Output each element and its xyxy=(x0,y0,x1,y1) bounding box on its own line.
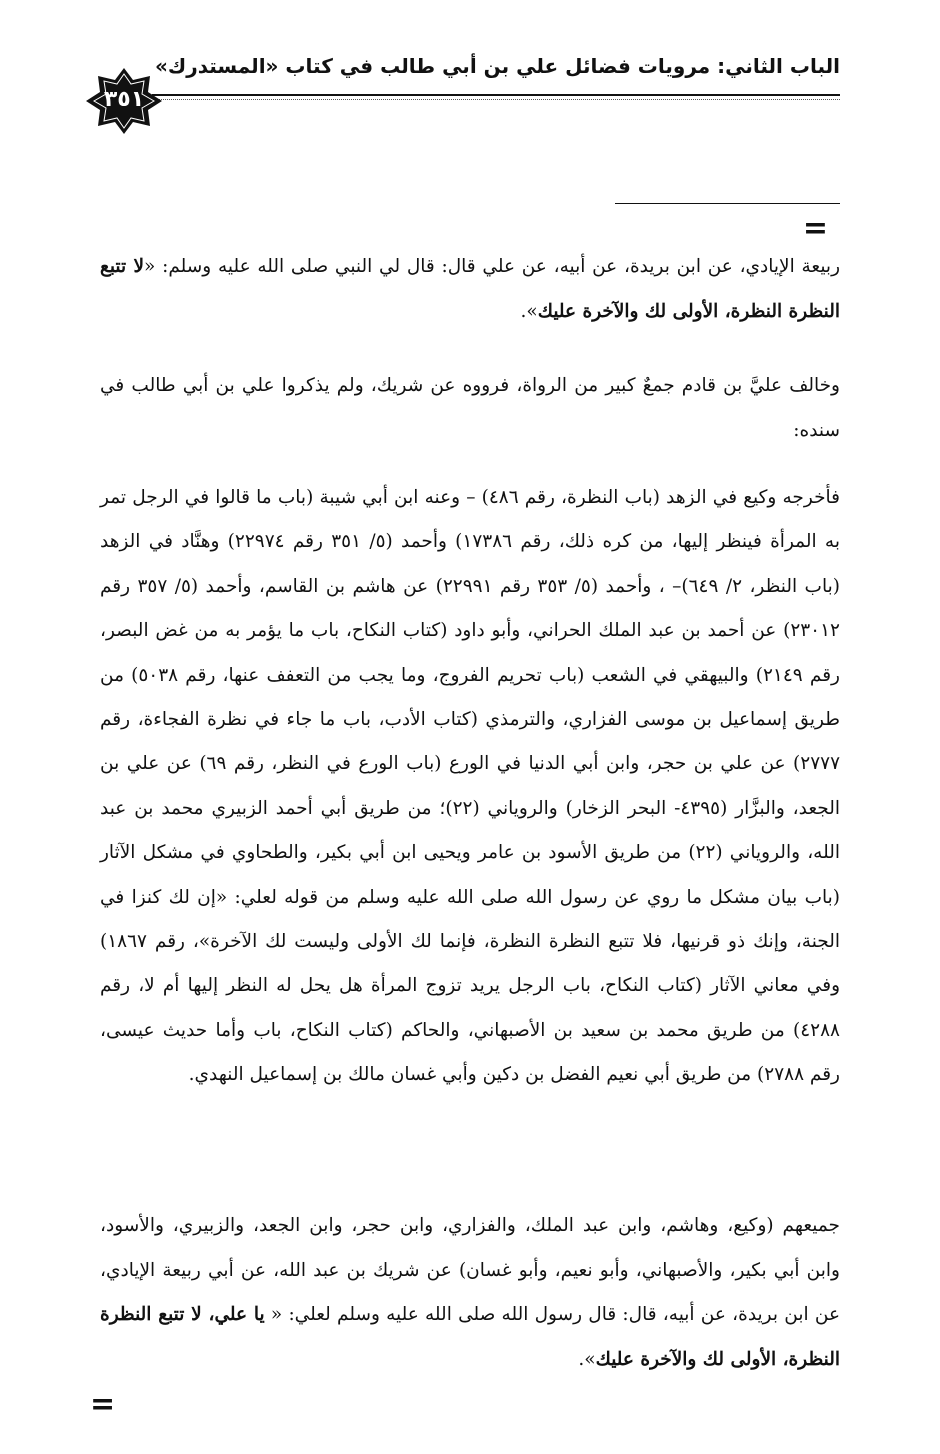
footnote-separator-rule xyxy=(615,203,840,204)
footnote-paragraph-2: وخالف عليَّ بن قادم جمعٌ كبير من الرواة، فرووه عن شريك، ولم يذكروا علي بن أبي طالب في سنده: xyxy=(100,375,840,441)
paragraph-4-end: ». xyxy=(578,1348,596,1370)
paragraph-1-text: ربيعة الإيادي، عن ابن بريدة، عن أبيه، عن علي قال: قال لي النبي صلى الله عليه وسلم: « xyxy=(144,256,841,277)
paragraph-1-hadith-bold: لا تتبع النظرة النظرة، الأولى لك والآخرة عليك xyxy=(100,256,840,322)
footnote-paragraph-1 xyxy=(100,245,840,334)
continuation-mark-top: = xyxy=(802,211,828,246)
footnote-paragraph-3: فأخرجه وكيع في الزهد (باب النظرة، رقم ٤٨٦) – وعنه ابن أبي شيبة (باب ما قالوا في الرجل تمر به المرأة فينظر إليها، من كره ذلك، رقم ١٧٣٨٦) وأحمد (٥/ ٣٥١ رقم ٢٢٩٧٤) وهنَّاد في الزهد (باب النظر، ٢/ ٦٤٩)– ، وأحمد (٥/ ٣٥٣ رقم ٢٢٩٩١) عن هاشم بن القاسم، وأحمد (٥/ ٣٥٧ رقم ٢٣٠١٢) عن أحمد بن عبد الملك الحراني، وأبو داود (كتاب النكاح، باب ما يؤمر به من غض البصر، رقم ٢١٤٩) والبيهقي في الشعب (باب تحريم الفروج، وما يجب من التعفف عنها، رقم ٥٠٣٨) من طريق إسماعيل بن موسى الفزاري، والترمذي (كتاب الأدب، باب ما جاء في نظرة الفجاءة، رقم ٢٧٧٧) عن علي بن حجر، وابن أبي الدنيا في الورع (باب الورع في النظر، رقم ٦٩) عن علي بن الجعد، والبزَّار (٤٣٩٥- البحر الزخار) والروياني (٢٢)؛ من طريق أبي أحمد الزبيري محمد بن عبد الله، والروياني (٢٢) من طريق الأسود بن عامر ويحيى ابن أبي بكير، والطحاوي في مشكل الآثار (باب بيان مشكل ما روي عن رسول الله صلى الله عليه وسلم من قوله لعلي: «إن لك كنزا في الجنة، وإنك ذو قرنيها، فلا تتبع النظرة النظرة، فإنما لك الأولى وليست لك الآخرة»، رقم ١٨٦٧) وفي معاني الآثار (كتاب النكاح، باب الرجل يريد تزوج المرأة هل يحل له النظر إليها أم لا، رقم ٤٢٨٨) من طريق محمد بن سعيد بن الأصبهاني، والحاكم (كتاب النكاح، باب وأما حديث عيسى، رقم ٢٧٨٨) من طريق أبي نعيم الفضل بن دكين وأبي غسان مالك بن إسماعيل النهدي. xyxy=(100,487,841,1086)
paragraph-4-hadith-bold: يا علي، لا تتبع النظرة النظرة، الأولى لك والآخرة عليك xyxy=(100,1304,840,1370)
header-rule xyxy=(152,94,840,96)
running-header-title: الباب الثاني: مرويات فضائل علي بن أبي طالب في كتاب «المستدرك» xyxy=(154,54,840,78)
footnote-paragraph-4 xyxy=(100,1204,840,1382)
header-rule-dotted xyxy=(152,99,840,100)
continuation-mark-bottom: = xyxy=(90,1387,116,1422)
paragraph-4-text: جميعهم (وكيع، وهاشم، وابن عبد الملك، والفزاري، وابن حجر، وابن الجعد، والزبيري، والأسود، وابن أبي بكير، والأصبهاني، وأبو نعيم، وأبو غسان) عن شريك بن عبد الله، عن أبي ربيعة الإيادي، عن ابن بريدة، عن أبيه، قال: قال رسول الله صلى الله عليه وسلم لعلي: « xyxy=(100,1215,840,1326)
page-number-badge xyxy=(86,68,162,134)
paragraph-1-end: ». xyxy=(520,300,538,322)
page-number: ٣٥١ xyxy=(103,87,145,112)
